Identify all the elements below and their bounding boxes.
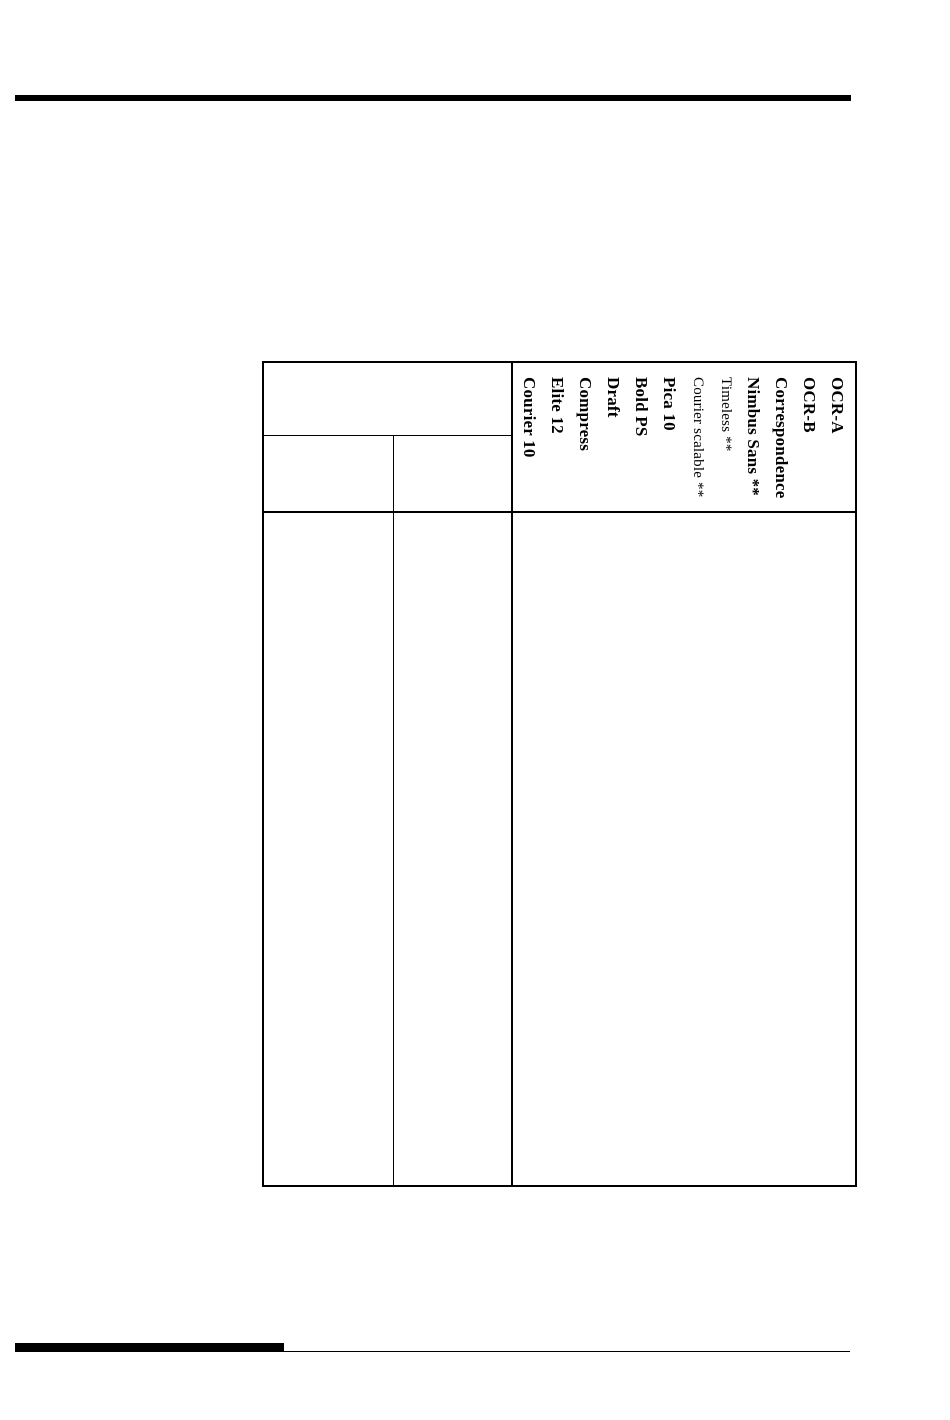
top-rule: [15, 95, 851, 101]
font-name-ocr-a: OCR-A: [828, 377, 847, 434]
divider-header-bottom: [264, 511, 855, 513]
font-name-draft: Draft: [604, 377, 623, 418]
font-name-correspondence: Correspondence: [772, 377, 791, 499]
font-name-pica-10: Pica 10: [660, 377, 679, 431]
font-name-bold-ps: Bold PS: [632, 377, 651, 437]
font-name-ocr-b: OCR-B: [800, 377, 819, 433]
font-name-elite-12: Elite 12: [548, 377, 567, 434]
divider-col-a: [393, 435, 394, 1185]
bottom-rule-thin: [284, 1351, 850, 1352]
divider-left-header-split: [264, 435, 511, 436]
font-name-compress: Compress: [576, 377, 595, 452]
font-name-nimbus-sans: Nimbus Sans **: [744, 377, 763, 497]
font-name-timeless: Timeless **: [718, 377, 734, 452]
bottom-rule-thick: [15, 1343, 284, 1352]
font-table: [262, 361, 857, 1187]
divider-header-column: [511, 363, 513, 1185]
font-name-courier-10: Courier 10: [520, 377, 539, 458]
font-name-courier-scalable: Courier scalable **: [690, 377, 706, 498]
